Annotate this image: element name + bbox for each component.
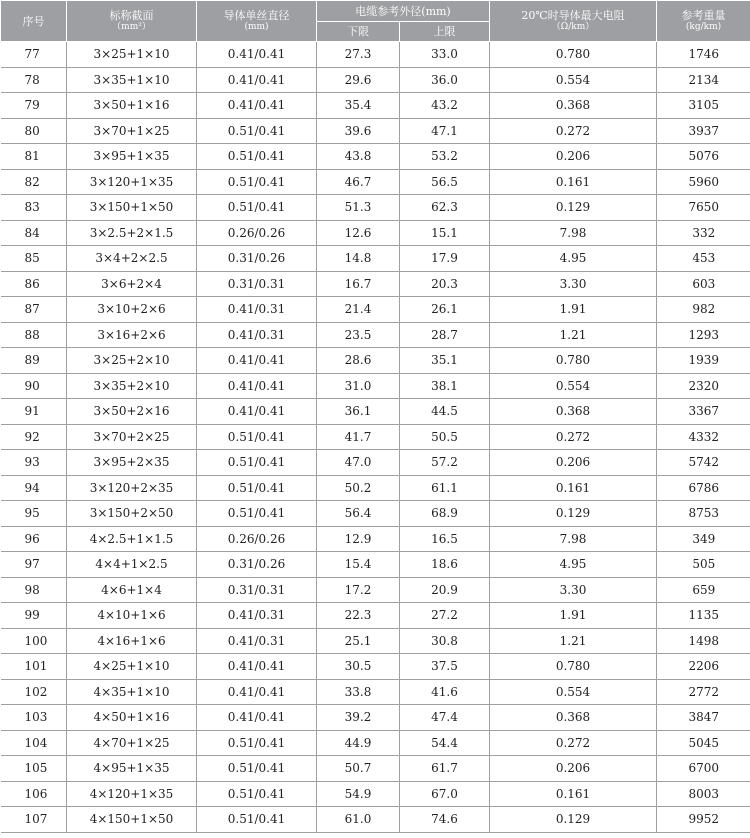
cell-weight: 9952 (657, 807, 750, 833)
cell-od-upper: 28.7 (400, 322, 490, 348)
header-weight (657, 1, 750, 42)
cell-resistance: 3.30 (490, 577, 657, 603)
cell-resistance: 0.554 (490, 67, 657, 93)
cell-wire: 0.26/0.26 (197, 220, 317, 246)
cell-resistance: 1.21 (490, 322, 657, 348)
cell-weight: 603 (657, 271, 750, 297)
cell-od-lower: 28.6 (317, 348, 400, 374)
header-res-label: 20℃时导体最大电阻 (521, 9, 625, 22)
cell-od-upper: 57.2 (400, 450, 490, 476)
table-row (1, 705, 750, 731)
cell-wire: 0.41/0.41 (197, 348, 317, 374)
cell-od-upper: 67.0 (400, 781, 490, 807)
table-row (1, 42, 750, 68)
cell-od-upper: 20.9 (400, 577, 490, 603)
cell-resistance: 0.554 (490, 373, 657, 399)
cell-wire: 0.41/0.41 (197, 373, 317, 399)
table-row (1, 450, 750, 476)
cell-od-upper: 20.3 (400, 271, 490, 297)
cell-od-upper: 27.2 (400, 603, 490, 629)
table-row (1, 475, 750, 501)
cell-weight: 1498 (657, 628, 750, 654)
cell-section: 4×6+1×4 (67, 577, 197, 603)
cell-section: 3×150+1×50 (67, 195, 197, 221)
table-row (1, 169, 750, 195)
cell-od-upper: 61.1 (400, 475, 490, 501)
cell-od-upper: 50.5 (400, 424, 490, 450)
cell-resistance: 0.129 (490, 195, 657, 221)
cell-weight: 349 (657, 526, 750, 552)
cell-no: 95 (1, 501, 67, 527)
cell-wire: 0.31/0.31 (197, 271, 317, 297)
cell-resistance: 0.161 (490, 781, 657, 807)
cell-resistance: 0.129 (490, 807, 657, 833)
cell-resistance: 0.272 (490, 730, 657, 756)
cell-no: 92 (1, 424, 67, 450)
cell-od-lower: 50.7 (317, 756, 400, 782)
cell-no: 82 (1, 169, 67, 195)
table-row (1, 93, 750, 119)
cell-od-lower: 33.8 (317, 679, 400, 705)
cell-weight: 3937 (657, 118, 750, 144)
table-row (1, 271, 750, 297)
table-row (1, 322, 750, 348)
table-header (1, 1, 750, 42)
cell-od-lower: 30.5 (317, 654, 400, 680)
cell-no: 78 (1, 67, 67, 93)
cell-resistance: 3.30 (490, 271, 657, 297)
cell-resistance: 0.161 (490, 169, 657, 195)
table-row (1, 424, 750, 450)
cell-no: 103 (1, 705, 67, 731)
cell-wire: 0.51/0.41 (197, 501, 317, 527)
cell-od-lower: 35.4 (317, 93, 400, 119)
table-row (1, 501, 750, 527)
cell-wire: 0.51/0.41 (197, 169, 317, 195)
table-row (1, 144, 750, 170)
cell-no: 90 (1, 373, 67, 399)
cell-section: 4×95+1×35 (67, 756, 197, 782)
cell-no: 84 (1, 220, 67, 246)
cell-od-upper: 43.2 (400, 93, 490, 119)
cell-od-upper: 16.5 (400, 526, 490, 552)
table-row (1, 67, 750, 93)
cell-section: 3×35+1×10 (67, 67, 197, 93)
cell-od-upper: 44.5 (400, 399, 490, 425)
cell-resistance: 0.206 (490, 756, 657, 782)
cell-wire: 0.51/0.41 (197, 756, 317, 782)
cell-resistance: 0.206 (490, 450, 657, 476)
table-row (1, 756, 750, 782)
cell-od-lower: 12.6 (317, 220, 400, 246)
cell-no: 94 (1, 475, 67, 501)
cell-weight: 5742 (657, 450, 750, 476)
cell-no: 99 (1, 603, 67, 629)
table-row (1, 628, 750, 654)
header-od: 电缆参考外径(mm) (317, 1, 490, 22)
cell-weight: 5045 (657, 730, 750, 756)
cell-section: 3×95+1×35 (67, 144, 197, 170)
table-row (1, 399, 750, 425)
cell-section: 3×95+2×35 (67, 450, 197, 476)
cell-od-upper: 56.5 (400, 169, 490, 195)
cell-weight: 3105 (657, 93, 750, 119)
cell-od-lower: 39.2 (317, 705, 400, 731)
cell-od-upper: 47.1 (400, 118, 490, 144)
cell-section: 4×70+1×25 (67, 730, 197, 756)
cell-resistance: 0.272 (490, 424, 657, 450)
cell-resistance: 4.95 (490, 246, 657, 272)
cell-wire: 0.51/0.41 (197, 424, 317, 450)
cell-weight: 8753 (657, 501, 750, 527)
table-row (1, 246, 750, 272)
cell-section: 4×2.5+1×1.5 (67, 526, 197, 552)
table-row (1, 679, 750, 705)
cell-no: 91 (1, 399, 67, 425)
table-row (1, 220, 750, 246)
cell-wire: 0.41/0.41 (197, 93, 317, 119)
table-row (1, 373, 750, 399)
cell-od-lower: 44.9 (317, 730, 400, 756)
cell-wire: 0.41/0.41 (197, 42, 317, 68)
cell-resistance: 1.91 (490, 297, 657, 323)
cell-section: 3×25+1×10 (67, 42, 197, 68)
cell-od-lower: 25.1 (317, 628, 400, 654)
cell-section: 3×50+1×16 (67, 93, 197, 119)
cell-section: 4×120+1×35 (67, 781, 197, 807)
cell-weight: 4332 (657, 424, 750, 450)
cell-od-upper: 33.0 (400, 42, 490, 68)
cell-od-upper: 35.1 (400, 348, 490, 374)
cell-od-lower: 27.3 (317, 42, 400, 68)
cell-section: 4×4+1×2.5 (67, 552, 197, 578)
cell-wire: 0.41/0.41 (197, 67, 317, 93)
cell-section: 3×16+2×6 (67, 322, 197, 348)
cell-weight: 2206 (657, 654, 750, 680)
cell-section: 3×4+2×2.5 (67, 246, 197, 272)
cell-weight: 7650 (657, 195, 750, 221)
header-section-label: 标称截面 (109, 9, 154, 22)
table-body (1, 42, 750, 833)
cell-wire: 0.41/0.31 (197, 322, 317, 348)
cell-section: 3×25+2×10 (67, 348, 197, 374)
cell-no: 105 (1, 756, 67, 782)
cell-od-upper: 37.5 (400, 654, 490, 680)
cell-resistance: 0.206 (490, 144, 657, 170)
cell-od-upper: 74.6 (400, 807, 490, 833)
cell-od-lower: 43.8 (317, 144, 400, 170)
cell-od-upper: 17.9 (400, 246, 490, 272)
cell-wire: 0.31/0.26 (197, 246, 317, 272)
cell-wire: 0.51/0.41 (197, 195, 317, 221)
cell-no: 88 (1, 322, 67, 348)
cell-od-upper: 61.7 (400, 756, 490, 782)
cell-no: 87 (1, 297, 67, 323)
cell-no: 102 (1, 679, 67, 705)
cell-wire: 0.41/0.41 (197, 399, 317, 425)
cell-weight: 8003 (657, 781, 750, 807)
cell-wire: 0.41/0.41 (197, 654, 317, 680)
cell-wire: 0.41/0.41 (197, 705, 317, 731)
cell-od-upper: 26.1 (400, 297, 490, 323)
cell-wire: 0.31/0.26 (197, 552, 317, 578)
cell-weight: 5076 (657, 144, 750, 170)
header-wire-label: 导体单丝直径 (223, 9, 290, 22)
header-row-1 (1, 1, 750, 22)
cell-no: 83 (1, 195, 67, 221)
cell-od-lower: 21.4 (317, 297, 400, 323)
table-row (1, 552, 750, 578)
cell-wire: 0.51/0.41 (197, 118, 317, 144)
cell-od-lower: 51.3 (317, 195, 400, 221)
cell-weight: 3367 (657, 399, 750, 425)
cell-od-lower: 41.7 (317, 424, 400, 450)
cell-section: 4×16+1×6 (67, 628, 197, 654)
cell-no: 97 (1, 552, 67, 578)
cell-no: 89 (1, 348, 67, 374)
cell-resistance: 4.95 (490, 552, 657, 578)
header-od-lower: 下限 (317, 22, 400, 42)
table-row (1, 297, 750, 323)
cell-section: 3×50+2×16 (67, 399, 197, 425)
cell-section: 3×10+2×6 (67, 297, 197, 323)
cell-od-lower: 56.4 (317, 501, 400, 527)
cell-no: 100 (1, 628, 67, 654)
cell-od-lower: 47.0 (317, 450, 400, 476)
cell-wire: 0.41/0.41 (197, 679, 317, 705)
cell-weight: 505 (657, 552, 750, 578)
cell-weight: 332 (657, 220, 750, 246)
cell-wire: 0.41/0.31 (197, 603, 317, 629)
cell-no: 86 (1, 271, 67, 297)
cell-resistance: 0.272 (490, 118, 657, 144)
cell-od-lower: 22.3 (317, 603, 400, 629)
cell-weight: 3847 (657, 705, 750, 731)
cell-section: 3×120+2×35 (67, 475, 197, 501)
cell-weight: 1746 (657, 42, 750, 68)
cell-no: 104 (1, 730, 67, 756)
cell-wire: 0.51/0.41 (197, 781, 317, 807)
cell-od-upper: 15.1 (400, 220, 490, 246)
cell-section: 3×35+2×10 (67, 373, 197, 399)
cell-resistance: 0.368 (490, 93, 657, 119)
cell-wire: 0.41/0.31 (197, 297, 317, 323)
cell-wire: 0.26/0.26 (197, 526, 317, 552)
cell-section: 4×10+1×6 (67, 603, 197, 629)
cell-no: 106 (1, 781, 67, 807)
cell-wire: 0.51/0.41 (197, 730, 317, 756)
cell-section: 3×2.5+2×1.5 (67, 220, 197, 246)
table-row (1, 195, 750, 221)
cell-weight: 6786 (657, 475, 750, 501)
cell-weight: 982 (657, 297, 750, 323)
header-section-unit: （mm²） (112, 22, 151, 32)
cell-od-lower: 17.2 (317, 577, 400, 603)
cell-section: 3×150+2×50 (67, 501, 197, 527)
cell-od-upper: 54.4 (400, 730, 490, 756)
cell-resistance: 0.780 (490, 42, 657, 68)
cell-wire: 0.51/0.41 (197, 144, 317, 170)
header-res (490, 1, 657, 42)
cell-weight: 5960 (657, 169, 750, 195)
table-row (1, 603, 750, 629)
cell-no: 107 (1, 807, 67, 833)
cell-od-upper: 30.8 (400, 628, 490, 654)
cell-od-lower: 14.8 (317, 246, 400, 272)
cell-od-lower: 15.4 (317, 552, 400, 578)
cell-od-lower: 36.1 (317, 399, 400, 425)
cell-weight: 1135 (657, 603, 750, 629)
cell-wire: 0.51/0.41 (197, 807, 317, 833)
table-row (1, 577, 750, 603)
table-row (1, 730, 750, 756)
table-row (1, 348, 750, 374)
cell-resistance: 0.161 (490, 475, 657, 501)
cell-od-lower: 31.0 (317, 373, 400, 399)
cell-resistance: 0.780 (490, 654, 657, 680)
cell-od-upper: 41.6 (400, 679, 490, 705)
cell-od-upper: 47.4 (400, 705, 490, 731)
cell-section: 3×120+1×35 (67, 169, 197, 195)
cell-od-upper: 62.3 (400, 195, 490, 221)
header-section (67, 1, 197, 42)
cell-no: 80 (1, 118, 67, 144)
cell-no: 96 (1, 526, 67, 552)
cell-od-upper: 18.6 (400, 552, 490, 578)
cell-section: 3×6+2×4 (67, 271, 197, 297)
cell-od-lower: 46.7 (317, 169, 400, 195)
table-row (1, 807, 750, 833)
cell-od-lower: 12.9 (317, 526, 400, 552)
header-no: 序号 (1, 1, 67, 42)
cell-weight: 2320 (657, 373, 750, 399)
cell-section: 4×50+1×16 (67, 705, 197, 731)
cell-weight: 1293 (657, 322, 750, 348)
cell-od-upper: 38.1 (400, 373, 490, 399)
cell-section: 3×70+2×25 (67, 424, 197, 450)
header-od-upper: 上限 (400, 22, 490, 42)
cell-no: 101 (1, 654, 67, 680)
cell-resistance: 1.21 (490, 628, 657, 654)
cell-od-lower: 29.6 (317, 67, 400, 93)
header-wire (197, 1, 317, 42)
cell-od-lower: 61.0 (317, 807, 400, 833)
cell-no: 85 (1, 246, 67, 272)
cell-resistance: 0.554 (490, 679, 657, 705)
cell-od-lower: 54.9 (317, 781, 400, 807)
table-row (1, 781, 750, 807)
cell-od-upper: 53.2 (400, 144, 490, 170)
cell-weight: 453 (657, 246, 750, 272)
cell-resistance: 0.129 (490, 501, 657, 527)
cell-no: 77 (1, 42, 67, 68)
cell-resistance: 7.98 (490, 526, 657, 552)
header-wire-unit: (mm) (244, 22, 269, 32)
cell-weight: 2134 (657, 67, 750, 93)
cell-section: 4×150+1×50 (67, 807, 197, 833)
cell-od-lower: 39.6 (317, 118, 400, 144)
header-weight-unit: (kg/km) (685, 22, 722, 32)
cell-weight: 2772 (657, 679, 750, 705)
cell-weight: 659 (657, 577, 750, 603)
cell-section: 4×35+1×10 (67, 679, 197, 705)
table-row (1, 118, 750, 144)
cell-wire: 0.31/0.31 (197, 577, 317, 603)
cell-od-lower: 50.2 (317, 475, 400, 501)
header-weight-label: 参考重量 (681, 9, 726, 22)
cell-od-upper: 68.9 (400, 501, 490, 527)
cell-section: 3×70+1×25 (67, 118, 197, 144)
cell-wire: 0.41/0.31 (197, 628, 317, 654)
cell-weight: 6700 (657, 756, 750, 782)
table-row (1, 526, 750, 552)
cell-od-lower: 23.5 (317, 322, 400, 348)
cell-resistance: 7.98 (490, 220, 657, 246)
cell-resistance: 0.368 (490, 399, 657, 425)
cell-od-lower: 16.7 (317, 271, 400, 297)
cell-resistance: 0.780 (490, 348, 657, 374)
cell-wire: 0.51/0.41 (197, 475, 317, 501)
header-res-unit: （Ω/km） (551, 22, 595, 32)
cell-no: 98 (1, 577, 67, 603)
cell-no: 93 (1, 450, 67, 476)
cell-resistance: 0.368 (490, 705, 657, 731)
cell-resistance: 1.91 (490, 603, 657, 629)
cell-od-upper: 36.0 (400, 67, 490, 93)
cell-wire: 0.51/0.41 (197, 450, 317, 476)
cell-section: 4×25+1×10 (67, 654, 197, 680)
table-row (1, 654, 750, 680)
cell-no: 79 (1, 93, 67, 119)
cell-no: 81 (1, 144, 67, 170)
cell-weight: 1939 (657, 348, 750, 374)
